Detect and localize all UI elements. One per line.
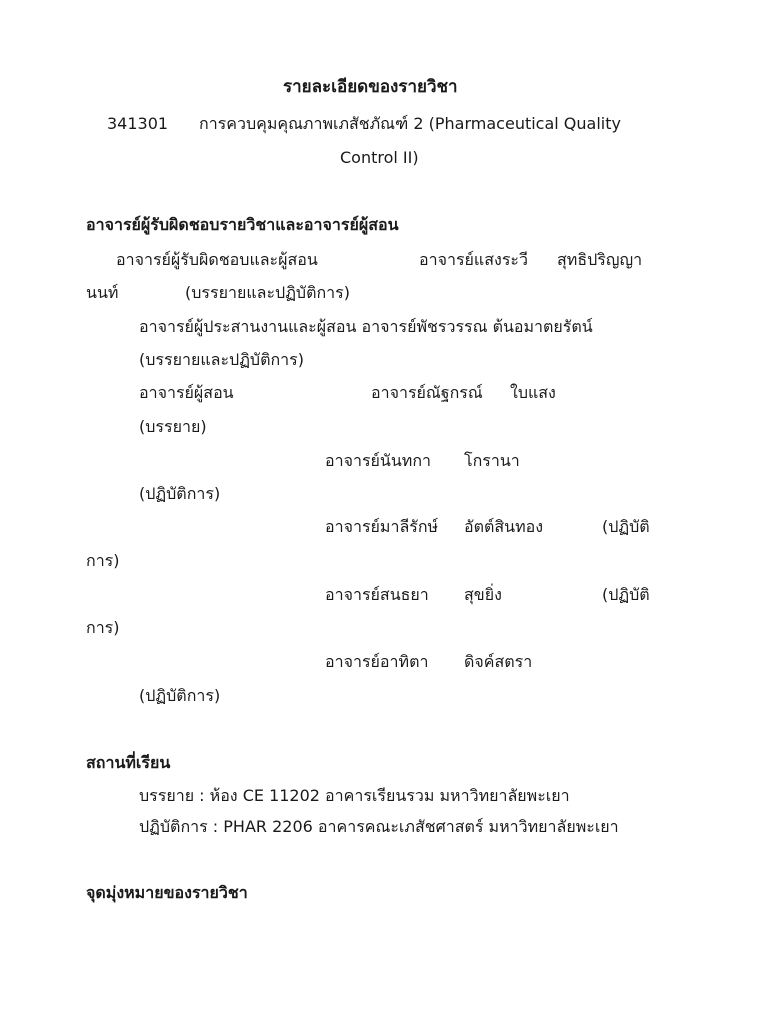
lecturer-name: อาจารย์ณัฐกรณ์ [371,383,483,402]
instructor-3-name: อาจารย์นันทกา [325,451,432,470]
instructor-4-name: อาจารย์มาลีรักษ์ [325,517,439,536]
course-code: 341301 [107,114,169,133]
instructor-6-surname: ดิจค์สตรา [464,652,533,671]
location-lab: ปฏิบัติการ : PHAR 2206 อาคารคณะเภสัชศาสตร์ มหาวิทยาลัยพะเยา [139,817,619,836]
objectives-heading: จุดมุ่งหมายของรายวิชา [86,883,248,902]
instructors-heading: อาจารย์ผู้รับผิดชอบรายวิชาและอาจารย์ผู้สอน [86,215,399,234]
instructor-5-name: อาจารย์สนธยา [325,585,429,604]
document-title: รายละเอียดของรายวิชา [283,77,458,97]
coordinator-note: (บรรยายและปฏิบัติการ) [139,350,304,369]
location-lecture: บรรยาย : ห้อง CE 11202 อาคารเรียนรวม มหาวิทยาลัยพะเยา [139,786,570,805]
course-name-line2: Control II) [340,148,419,167]
responsible-role: อาจารย์ผู้รับผิดชอบและผู้สอน [116,250,318,269]
responsible-surname: สุทธิปริญญา [557,250,643,269]
instructor-6-name: อาจารย์อาทิตา [325,652,429,671]
lecturer-surname: ใบแสง [510,383,556,402]
instructor-4-note-wrap: การ) [86,551,120,570]
coordinator-line: อาจารย์ผู้ประสานงานและผู้สอน อาจารย์พัชรวรรณ ต้นอมาตยรัตน์ [139,317,593,336]
instructor-3-note: (ปฏิบัติการ) [139,484,221,503]
location-heading: สถานที่เรียน [86,753,171,772]
instructor-4-surname: อัตต์สินทอง [464,517,544,536]
responsible-name: อาจารย์แสงระวี [419,250,528,269]
course-name-line1: การควบคุมคุณภาพเภสัชภัณฑ์ 2 (Pharmaceutical Quality [199,114,621,133]
instructor-4-note: (ปฏิบัติ [602,517,650,536]
instructor-5-note: (ปฏิบัติ [602,585,650,604]
responsible-surname-wrap: นนท์ [86,283,119,302]
lecturer-role: อาจารย์ผู้สอน [139,383,234,402]
lecturer-note: (บรรยาย) [139,417,207,436]
instructor-5-note-wrap: การ) [86,618,120,637]
responsible-note: (บรรยายและปฏิบัติการ) [185,283,350,302]
instructor-5-surname: สุขยิ่ง [464,585,502,604]
instructor-3-surname: โกรานา [464,451,520,470]
instructor-6-note: (ปฏิบัติการ) [139,686,221,705]
